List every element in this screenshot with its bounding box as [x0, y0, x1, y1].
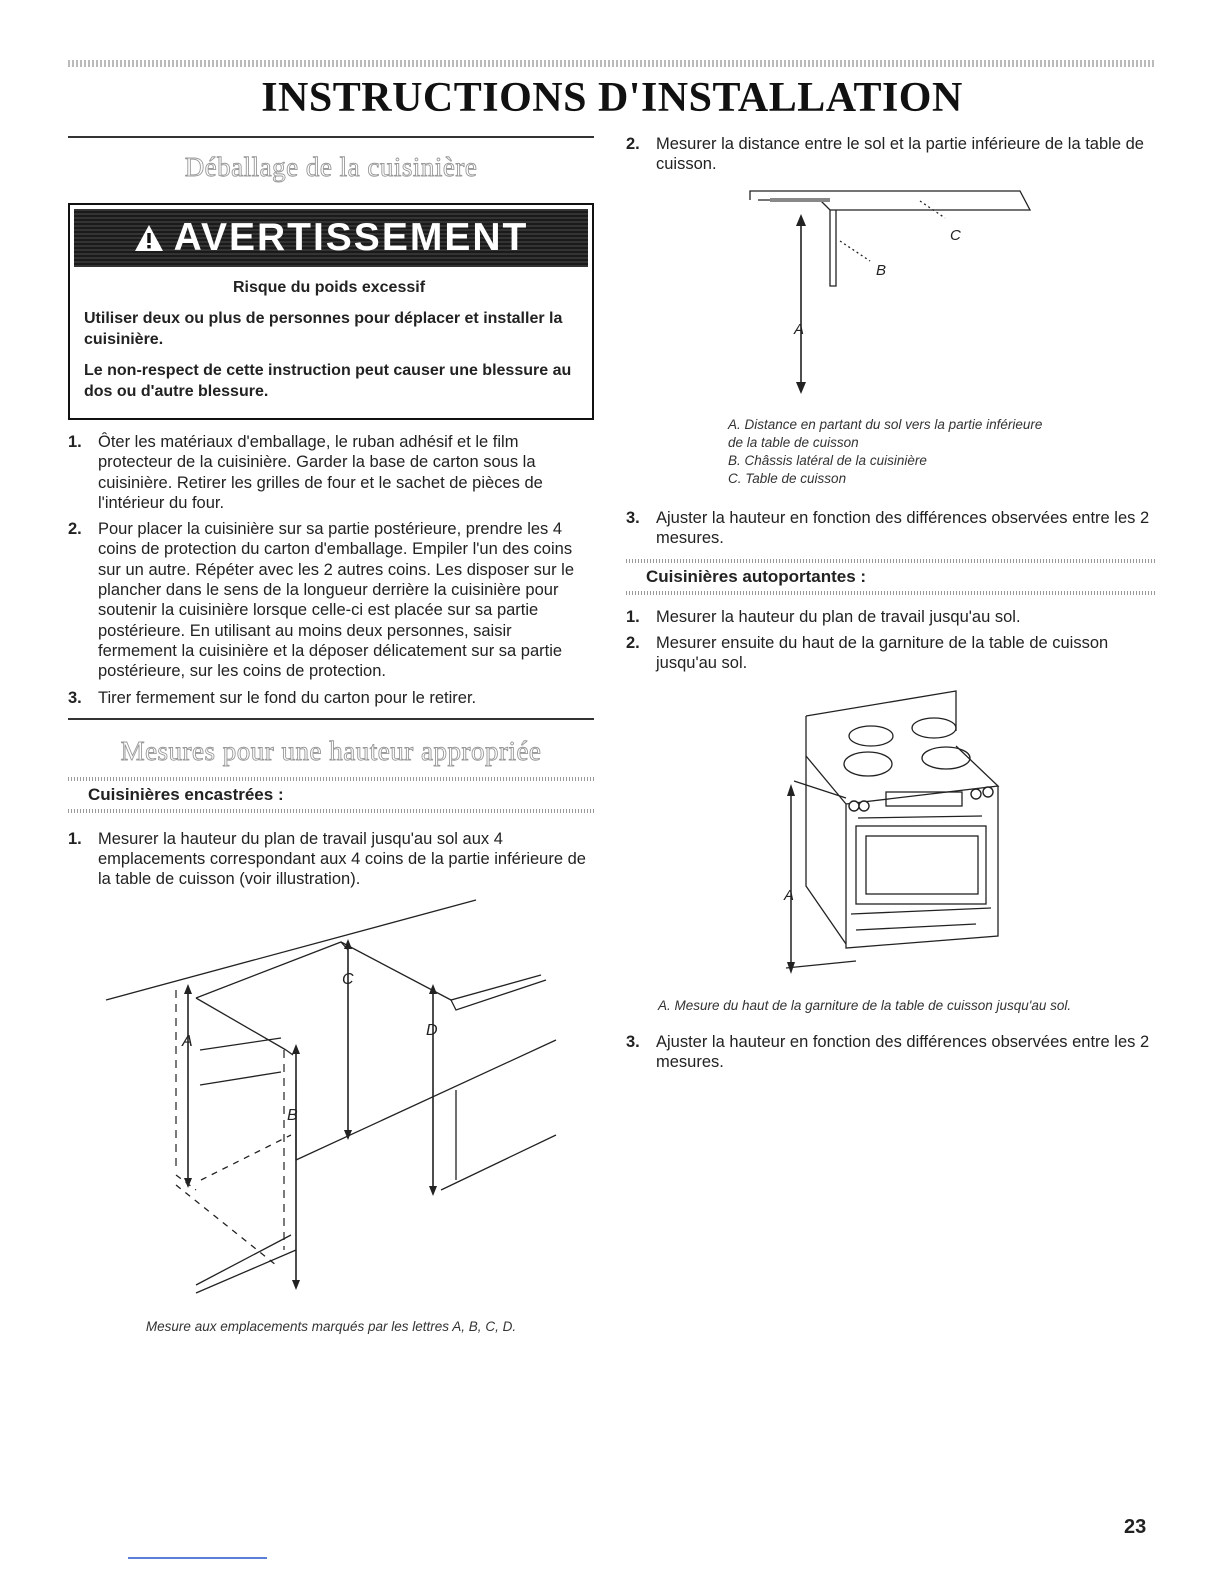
freestanding-steps: [626, 607, 1156, 674]
list-item: [68, 432, 594, 513]
top-decorative-bar: [68, 60, 1154, 67]
list-item: [626, 508, 1156, 549]
label-b: B: [876, 262, 887, 279]
legend-item-a: A. Distance en partant du sol vers la partie inférieure de la table de cuisson: [728, 417, 1043, 450]
step-number: 2.: [626, 633, 640, 652]
label-b: B: [287, 1107, 298, 1124]
countertop-measurement-figure: [96, 890, 566, 1310]
list-item: [68, 688, 594, 708]
step-text: Ajuster la hauteur en fonction des différences observées entre les 2 mesures.: [656, 509, 1150, 548]
warning-body: [70, 271, 592, 418]
built-in-step3: [626, 508, 1156, 549]
list-item: [626, 134, 1156, 175]
step-text: Ôter les matériaux d'emballage, le ruban adhésif et le film protecteur de la cuisinière. Garder la base de carton sous la cuisinière. Retirer les grilles de four et le sachet de pièces de l'intérieur du four.: [98, 433, 543, 512]
step-text: Mesurer la distance entre le sol et la partie inférieure de la table de cuisson.: [656, 135, 1144, 174]
warning-consequence: Le non-respect de cette instruction peut causer une blessure au dos ou d'autre blessure.: [84, 362, 572, 400]
step-text: Ajuster la hauteur en fonction des différences observées entre les 2 mesures.: [656, 1033, 1150, 1072]
list-item: [68, 519, 594, 681]
dotted-rule: [68, 809, 594, 813]
cooktop-height-figure: [740, 186, 1040, 400]
label-a: A: [182, 1033, 193, 1050]
left-figure-caption: Mesure aux emplacements marqués par les lettres A, B, C, D.: [145, 1319, 517, 1334]
label-d: D: [426, 1022, 438, 1039]
figure1-legend: [728, 416, 1058, 488]
built-in-steps-continued: [626, 134, 1156, 175]
warning-triangle-icon: [134, 224, 164, 252]
step-text: Mesurer la hauteur du plan de travail jusqu'au sol aux 4 emplacements correspondant aux 4 coins de la partie inférieure de la table de cuisson (voir illustration).: [98, 829, 586, 889]
height-section-title: Mesures pour une hauteur appropriée: [120, 735, 542, 766]
step-text: Pour placer la cuisinière sur sa partie postérieure, prendre les 4 coins de protection du carton d'emballage. Empiler l'un des coins sur un autre. Répéter avec les 2 autres coins. Les disposer sur le plancher dans le sens de la longueur derrière la cuisinière pour soutenir la cuisinière lorsque celle-ci est placée sur sa partie postérieure. En utilisant au moins deux personnes, saisir fermement la cuisinière et la déposer délicatement sur sa partie postérieure, sur les coins de protection.: [98, 520, 574, 681]
step-number: 1.: [626, 607, 640, 626]
step-number: 1.: [68, 433, 82, 451]
warning-instruction: Utiliser deux ou plus de personnes pour déplacer et installer la cuisinière.: [84, 310, 563, 348]
list-item: [626, 607, 1156, 627]
list-item: [68, 829, 594, 890]
right-column-bottom: [626, 1032, 1156, 1079]
label-a: A: [794, 321, 805, 338]
right-column: [626, 134, 1156, 181]
step-text: Mesurer la hauteur du plan de travail jusqu'au sol.: [656, 607, 1021, 626]
freestanding-range-figure: [776, 686, 1006, 978]
unpack-steps: [68, 432, 594, 708]
legend-item-b: B. Châssis latéral de la cuisinière: [728, 453, 927, 468]
warning-hazard: Risque du poids excessif: [232, 279, 426, 296]
label-c: C: [342, 971, 354, 988]
warning-heading: AVERTISSEMENT: [173, 216, 529, 259]
step-number: 3.: [68, 688, 82, 707]
built-in-steps: [68, 829, 594, 890]
footer-line: [128, 1557, 267, 1559]
unpack-section-title: Déballage de la cuisinière: [184, 152, 478, 182]
page-number: 23: [1124, 1516, 1147, 1538]
step-number: 3.: [626, 1033, 640, 1051]
list-item: [626, 1032, 1156, 1073]
step-number: 2.: [626, 135, 640, 153]
label-c: C: [950, 227, 961, 244]
warning-header: [74, 209, 588, 267]
section-rule: [68, 718, 594, 720]
step-text: Tirer fermement sur le fond du carton pour le retirer.: [98, 688, 477, 707]
dotted-rule: [626, 591, 1156, 595]
freestanding-heading: Cuisinières autoportantes :: [646, 566, 867, 586]
left-column: [68, 136, 594, 896]
warning-box: [68, 203, 594, 420]
legend-item-c: C. Table de cuisson: [728, 471, 847, 486]
label-a: A: [784, 887, 795, 904]
figure2-caption: A. Mesure du haut de la garniture de la table de cuisson jusqu'au sol.: [658, 998, 1072, 1013]
page-title: INSTRUCTIONS D'INSTALLATION: [261, 75, 963, 121]
step-number: 2.: [68, 520, 82, 539]
freestanding-step3: [626, 1032, 1156, 1073]
step-number: 1.: [68, 829, 82, 848]
step-text: Mesurer ensuite du haut de la garniture de la table de cuisson jusqu'au sol.: [656, 633, 1109, 673]
right-column-lower: [626, 508, 1156, 679]
built-in-heading: Cuisinières encastrées :: [88, 784, 284, 804]
section-rule: [68, 136, 594, 138]
step-number: 3.: [626, 509, 640, 527]
list-item: [626, 633, 1156, 674]
